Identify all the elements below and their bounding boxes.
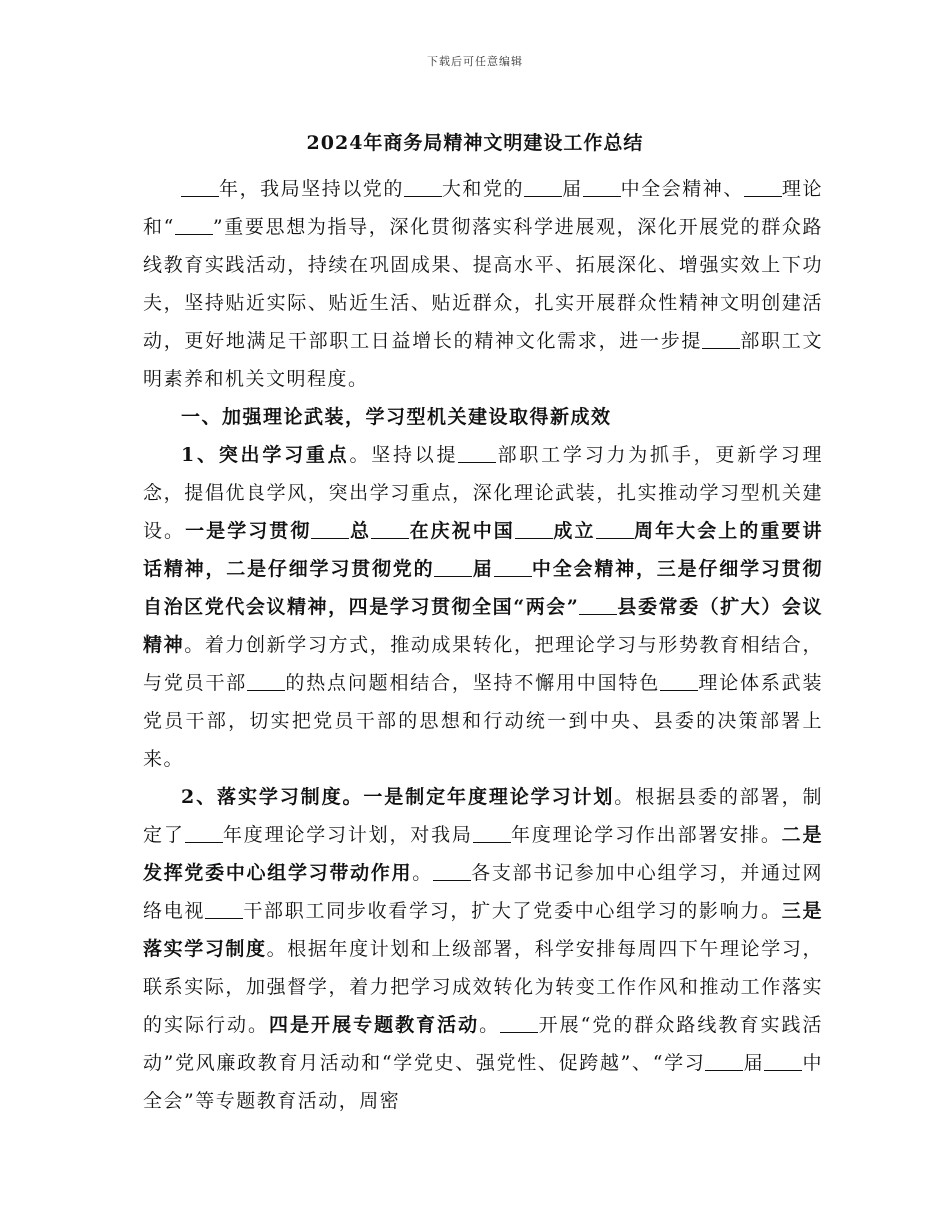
bold-text-segment: 在庆祝中国: [409, 520, 515, 542]
paragraph: [143, 436, 823, 778]
fill-in-blank: [181, 174, 219, 197]
fill-in-blank: [494, 554, 532, 577]
text-segment: 各支部书记参加中心组学习，并通过网络电视: [143, 862, 823, 922]
fill-in-blank: [473, 820, 511, 843]
fill-in-blank: [404, 174, 442, 197]
bold-text-segment: 四是开展专题教育活动: [269, 1014, 480, 1036]
text-segment: 。根据年度计划和上级部署，科学安排每周四下午理论学习，联系实际，加强督学，着力把学习成效转化为转变工作作风和推动工作落实的实际行动。: [143, 938, 823, 1036]
fill-in-blank: [434, 554, 472, 577]
fill-in-blank: [311, 516, 349, 539]
bold-text-segment: 县委常委（扩大）会议精神: [143, 596, 823, 656]
paragraph: [143, 398, 823, 436]
bold-text-segment: 成立: [552, 520, 596, 542]
fill-in-blank: [579, 592, 617, 615]
text-segment: 。: [479, 1014, 501, 1036]
paragraph: [143, 170, 823, 398]
text-segment: 。根据县委的部署，制定了: [143, 786, 823, 846]
text-segment: 大和党的: [441, 178, 525, 200]
fill-in-blank: [702, 326, 740, 349]
text-segment: 中全会”等专题教育活动，周密: [143, 1052, 823, 1112]
bold-text-segment: 总: [349, 520, 372, 542]
text-segment: 干部职工同步收看学习，扩大了党委中心组学习的影响力。: [243, 900, 782, 922]
fill-in-blank: [515, 516, 553, 539]
fill-in-blank: [583, 174, 621, 197]
fill-in-blank: [247, 668, 285, 691]
text-segment: 。着力创新学习方式，推动成果转化，把理论学习与形势教育相结合，与党员干部: [143, 634, 823, 694]
text-segment: 的热点问题相结合，坚持不懈用中国特色: [285, 672, 661, 694]
fill-in-blank: [458, 440, 496, 463]
bold-text-segment: 周年大会上的重要讲话精神，二是仔细学习贯彻党的: [143, 520, 823, 580]
bold-text-segment: 2、落实学习制度。一是制定年度理论学习计划: [181, 786, 615, 808]
bold-text-segment: 届: [472, 558, 494, 580]
text-segment: 部职工学习力为抓手，更新学习理念，提倡优良学风，突出学习重点，深化理论武装，扎实推动学习型机关建设。: [143, 444, 823, 542]
text-segment: 届: [562, 178, 583, 200]
bold-text-segment: 三是落实学习制度: [143, 900, 823, 960]
fill-in-blank: [705, 1048, 743, 1071]
text-segment: 年度理论学习作出部署安排。: [510, 824, 782, 846]
bold-text-segment: 一是学习贯彻: [185, 520, 312, 542]
fill-in-blank: [660, 668, 698, 691]
fill-in-blank: [185, 820, 223, 843]
text-segment: 部职工文明素养和机关文明程度。: [143, 330, 823, 390]
bold-text-segment: 二是发挥党委中心组学习带动作用: [143, 824, 823, 884]
bold-text-segment: 1、突出学习重点: [181, 444, 350, 466]
fill-in-blank: [764, 1048, 802, 1071]
fill-in-blank: [433, 858, 471, 881]
text-segment: ”重要思想为指导，深化贯彻落实科学进展观，深化开展党的群众路线教育实践活动，持续在巩固成果、提高水平、拓展深化、增强实效上下功夫，坚持贴近实际、贴近生活、贴近群众，扎实开展群众性精神文明创建活动，更好地满足干部职工日益增长的精神文化需求，进一步提: [143, 216, 824, 352]
fill-in-blank: [371, 516, 409, 539]
paragraph: [143, 778, 823, 1120]
fill-in-blank: [744, 174, 782, 197]
text-segment: 。: [412, 862, 433, 884]
fill-in-blank: [500, 1010, 538, 1033]
text-segment: 届: [743, 1052, 765, 1074]
text-segment: 中全会精神、: [620, 178, 744, 200]
bold-text-segment: 一、加强理论武装，学习型机关建设取得新成效: [181, 406, 612, 428]
document-body: [143, 170, 823, 1120]
text-segment: 开展“党的群众路线教育实践活动”党风廉政教育月活动和“学党史、强党性、促跨越”、“学习: [143, 1014, 823, 1074]
text-segment: 理论体系武装党员干部，切实把党员干部的思想和行动统一到中央、县委的决策部署上来。: [143, 672, 823, 770]
document-title: 2024年商务局精神文明建设工作总结: [306, 132, 644, 154]
bold-text-segment: 中全会精神，三是仔细学习贯彻自治区党代会议精神，四是学习贯彻全国“两会”: [143, 558, 823, 618]
text-segment: 。坚持以提: [349, 444, 459, 466]
text-segment: 理论和“: [143, 178, 823, 238]
fill-in-blank: [524, 174, 562, 197]
text-segment: 年度理论学习计划，对我局: [222, 824, 473, 846]
fill-in-blank: [175, 212, 213, 235]
fill-in-blank: [596, 516, 634, 539]
fill-in-blank: [205, 896, 243, 919]
header-note: 下载后可任意编辑: [427, 55, 523, 68]
text-segment: 年，我局坚持以党的: [219, 178, 404, 200]
